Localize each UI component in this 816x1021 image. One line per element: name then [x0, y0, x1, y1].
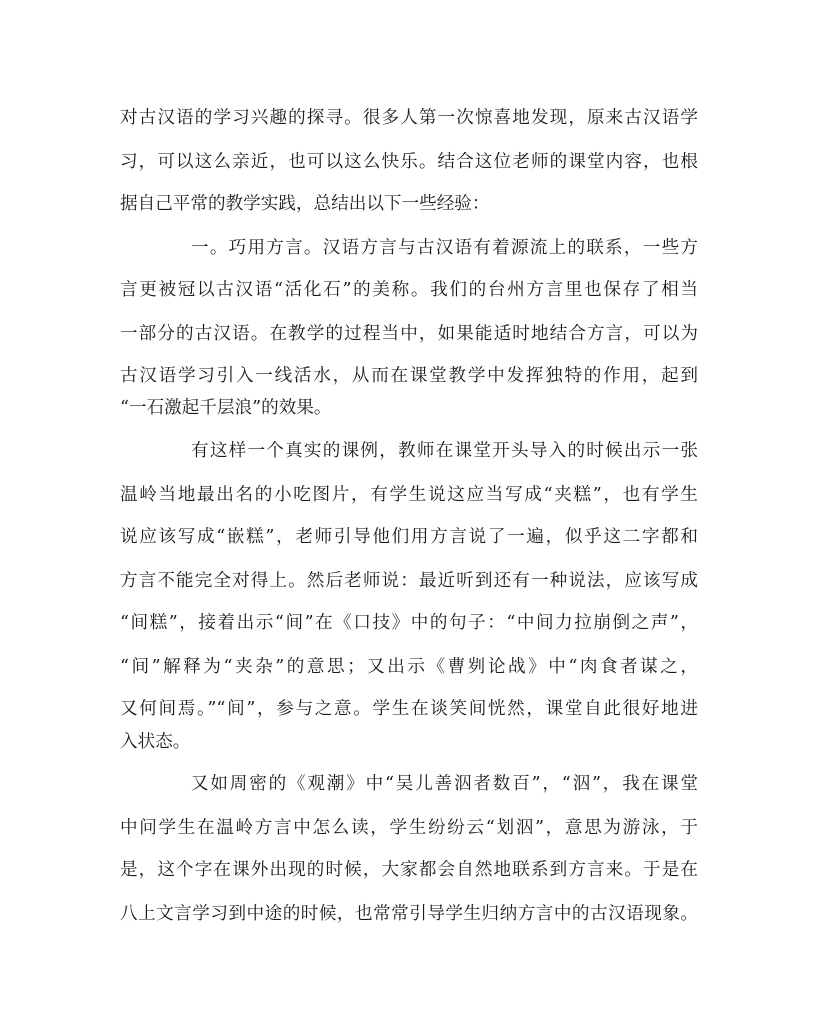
paragraph-first-line: 又如周密的《观潮》中“吴儿善泅者数百”，“泅”，我在课堂: [191, 774, 698, 794]
text-line: 入状态。: [120, 732, 191, 752]
text-line: 对古汉语的学习兴趣的探寻。很多人第一次惊喜地发现，原来古汉语学: [120, 108, 698, 128]
text-line: 说应该写成“嵌糕”，老师引导他们用方言说了一遍，似乎这二字都和: [120, 527, 698, 547]
text-line: 古汉语学习引入一线活水，从而在课堂教学中发挥独特的作用，起到: [120, 366, 698, 386]
text-line: 又何间焉。”“间”，参与之意。学生在谈笑间恍然，课堂自此很好地进: [120, 699, 698, 719]
text-line: 是，这个字在课外出现的时候，大家都会自然地联系到方言来。于是在: [120, 860, 698, 880]
paragraph-first-line: 有这样一个真实的课例，教师在课堂开头导入的时候出示一张: [191, 441, 698, 461]
text-line: 中问学生在温岭方言中怎么读，学生纷纷云“划泅”，意思为游泳，于: [120, 818, 698, 838]
text-line: 据自己平常的教学实践，总结出以下一些经验：: [120, 194, 490, 214]
text-line: 八上文言学习到中途的时候，也常常引导学生归纳方言中的古汉语现象。: [120, 904, 698, 924]
text-line: 温岭当地最出名的小吃图片，有学生说这应当写成“夹糕”，也有学生: [120, 485, 698, 505]
text-line: “间”解释为“夹杂”的意思；又出示《曹刿论战》中“肉食者谋之，: [120, 657, 698, 677]
text-line: 言更被冠以古汉语“活化石”的美称。我们的台州方言里也保存了相当: [120, 280, 698, 300]
text-line: 习，可以这么亲近，也可以这么快乐。结合这位老师的课堂内容，也根: [120, 152, 698, 172]
text-line: 方言不能完全对得上。然后老师说：最近听到还有一种说法，应该写成: [120, 571, 698, 591]
text-line: “间糕”，接着出示“间”在《口技》中的句子：“中间力拉崩倒之声”，: [120, 613, 698, 633]
text-line: 一部分的古汉语。在教学的过程当中，如果能适时地结合方言，可以为: [120, 324, 698, 344]
text-line: “一石激起千层浪”的效果。: [120, 398, 332, 418]
paragraph-first-line: 一。巧用方言。汉语方言与古汉语有着源流上的联系，一些方: [191, 238, 698, 258]
